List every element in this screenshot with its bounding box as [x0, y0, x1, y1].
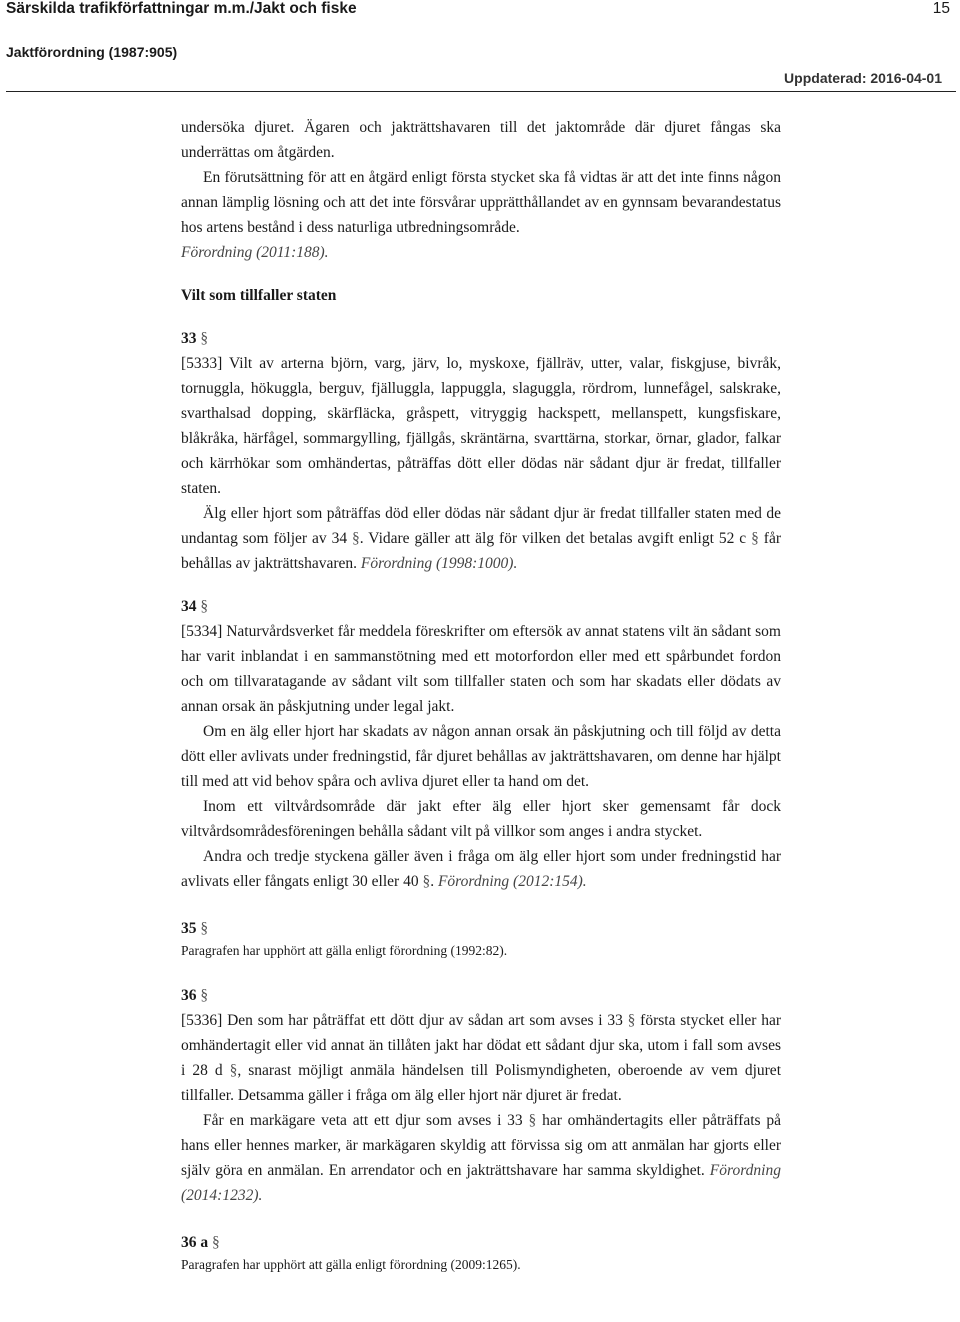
document-body — [181, 115, 781, 1275]
paragraph-number-36: 36 § — [181, 987, 209, 1004]
paragraph: undersöka djuret. Ägaren och jakträttshavaren till det jaktområde där djuret fångas ska underrättas om åtgärden. — [181, 119, 781, 161]
updated-date: Uppdaterad: 2016-04-01 — [784, 70, 942, 86]
section-heading: Vilt som tillfaller staten — [181, 287, 337, 304]
running-header-title: Särskilda trafikförfattningar m.m./Jakt och fiske — [6, 0, 357, 17]
section-sign-icon: § — [528, 1112, 537, 1129]
section-sign-icon: § — [229, 1062, 238, 1079]
section-sign-icon: § — [200, 598, 209, 615]
paragraph: [5333] Vilt av arterna björn, varg, järv, lo, myskoxe, fjällräv, utter, valar, fiskgjuse, bivråk, tornuggla, hökuggla, berguv, fjälluggla, lappuggla, slaguggla, rördrom, lunnefågel, salskrake, svarthalsad dopping, skärfläcka, gråspett, vitryggig hackspett, mellanspett, kungsfiskare, blåkråka, härfågel, sommargylling, fjällgås, skräntärna, svarttärna, storkar, örnar, glador, falkar och kärrhökar som omhändertas, påträffas dött eller dödas när sådant djur är fredat, tillfaller staten. — [181, 355, 781, 497]
paragraph: Får en markägare veta att ett djur som avses i 33 § har omhändertagits eller påträffats på hans eller hennes marker, är markägaren skyldig att förvissa sig om att anmälan har gjorts eller själv göra en anmälan. En arrendator och en jakträttshavare har samma skyldighet. Förordning (2014:1232). — [181, 1112, 782, 1204]
paragraph-number-35: 35 § — [181, 920, 209, 937]
repeal-note: Paragrafen har upphört att gälla enligt förordning (1992:82). — [181, 943, 508, 958]
paragraph: [5336] Den som har påträffat ett dött djur av sådan art som avses i 33 § första stycket eller har omhändertagit eller vid annat än tillåten jakt har dödat ett sådant djur ska, utom i fall som avses i 28 d §, snarast möjligt anmäla händelsen till Polismyndigheten, oberoende av vem djuret tillfaller. Detsamma gäller i fråga om älg eller hjort när djuret är fredat. — [181, 1012, 782, 1104]
amendment-reference: Förordning (2014:1232). — [181, 1162, 781, 1204]
paragraph: En förutsättning för att en åtgärd enligt första stycket ska få vidtas är att det inte finns någon annan lämplig lösning och att det inte försvårar upprätthållandet av en gynnsam bevarandestatus hos artens bestånd i dess naturliga utbredningsområde. Förordning (2011:188). — [181, 169, 781, 261]
header-divider — [6, 91, 956, 92]
paragraph-number-34: 34 § — [181, 598, 209, 615]
section-sign-icon: § — [200, 987, 209, 1004]
section-sign-icon: § — [352, 530, 360, 547]
page-number: 15 — [932, 0, 950, 17]
amendment-reference: Förordning (2011:188). — [181, 244, 329, 261]
section-sign-icon: § — [627, 1012, 636, 1029]
paragraph: [5334] Naturvårdsverket får meddela föreskrifter om eftersök av annat statens vilt än sådant som har varit inblandat i en sammanstötning med ett motorfordon eller med ett spårbundet fordon och om tillvaratagande av sådant vilt som tillfaller staten och som har skadats eller dödats av annan orsak än påskjutning under legal jakt. — [181, 623, 781, 715]
section-sign-icon: § — [212, 1234, 220, 1251]
paragraph: Om en älg eller hjort har skadats av någon annan orsak än påskjutning och till följd av detta dött eller avlivats under fredningstid, får djuret behållas av jakträttshavaren, om denne har hjälpt till med att vid behov spåra och avliva djuret eller ta hand om det. — [181, 723, 781, 790]
repeal-note: Paragrafen har upphört att gälla enligt förordning (2009:1265). — [181, 1257, 521, 1272]
paragraph-number-33: 33 § — [181, 330, 209, 347]
section-sign-icon: § — [422, 873, 431, 890]
section-sign-icon: § — [200, 920, 209, 937]
section-sign-icon: § — [751, 530, 759, 547]
amendment-reference: Förordning (2012:154). — [437, 873, 587, 890]
amendment-reference: Förordning (1998:1000). — [360, 555, 518, 572]
section-sign-icon: § — [200, 330, 209, 347]
document-subtitle: Jaktförordning (1987:905) — [6, 44, 178, 60]
paragraph: Inom ett viltvårdsområde där jakt efter älg eller hjort sker gemensamt får dock viltvårdsområdesföreningen behålla sådant vilt på villkor som anges i andra stycket. — [181, 798, 781, 840]
paragraph: Älg eller hjort som påträffas död eller dödas när sådant djur är fredat tillfaller staten med de undantag som följer av 34 §. Vidare gäller att älg för vilken det betalas avgift enligt 52 c § får behållas av jakträttshavaren. Förordning (1998:1000). — [181, 505, 781, 572]
paragraph: Andra och tredje styckena gäller även i fråga om älg eller hjort som under fredningstid har avlivats eller fångats enligt 30 eller 40 §. Förordning (2012:154). — [181, 848, 781, 890]
paragraph-number-36a: 36 a § — [181, 1234, 220, 1251]
